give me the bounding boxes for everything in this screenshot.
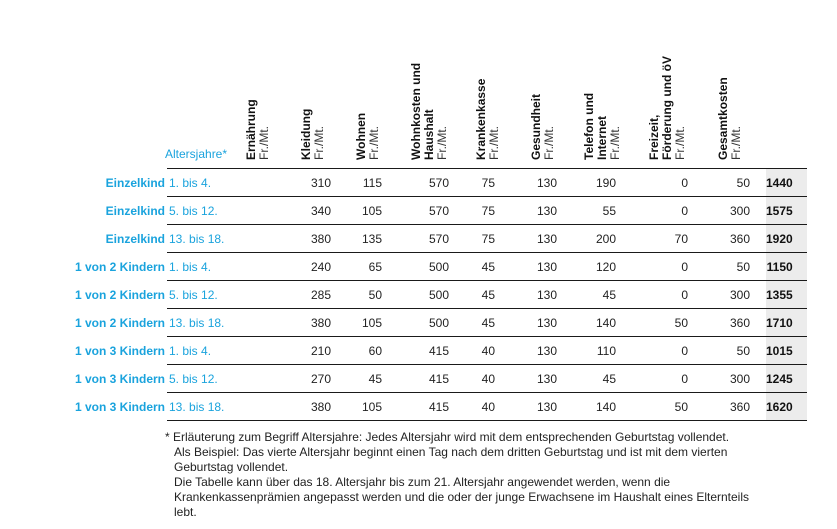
cost-cell: 570	[386, 169, 451, 197]
cost-cell: 360	[696, 225, 766, 253]
cost-cell: 130	[509, 309, 561, 337]
cost-cell: 120	[561, 253, 628, 281]
spacer-cell	[249, 225, 274, 253]
cost-cell: 45	[451, 253, 509, 281]
cost-cell: 135	[331, 225, 386, 253]
cost-cell: 0	[628, 337, 696, 365]
column-title: Kleidung	[299, 108, 313, 160]
age-range: 13. bis 18.	[167, 225, 249, 253]
column-title: Gesamtkosten	[716, 77, 730, 160]
family-type: Einzelkind	[105, 203, 165, 218]
footnote-line-3: Die Tabelle kann über das 18. Altersjahr bis zum 21. Altersjahr angewendet werden, wenn die Krankenkassenprämien angepasst werden und die oder der junge Erwachsene im Haushalt eines Elternteils lebt.	[174, 475, 750, 519]
cost-cell: 105	[331, 393, 386, 421]
cost-cell: 380	[274, 225, 331, 253]
cost-cell: 415	[386, 393, 451, 421]
cost-cell: 190	[561, 169, 628, 197]
cost-cell: 75	[451, 197, 509, 225]
family-type: 1 von 2 Kindern	[74, 315, 165, 330]
total-cell: 1150	[766, 253, 807, 281]
family-type: Einzelkind	[105, 175, 165, 190]
cost-cell: 500	[386, 253, 451, 281]
age-range: 1. bis 4.	[167, 253, 249, 281]
spacer-cell	[249, 365, 274, 393]
age-range: 1. bis 4.	[167, 169, 249, 197]
cost-cell: 500	[386, 309, 451, 337]
footnote	[165, 430, 765, 520]
cost-cell: 130	[509, 169, 561, 197]
table-row	[0, 337, 807, 365]
cost-cell: 380	[274, 309, 331, 337]
cost-cell: 45	[451, 309, 509, 337]
cost-cell: 270	[274, 365, 331, 393]
total-cell: 1620	[766, 393, 807, 421]
age-range: 1. bis 4.	[167, 337, 249, 365]
cost-cell: 415	[386, 337, 451, 365]
total-cell: 1245	[766, 365, 807, 393]
total-cell: 1440	[766, 169, 807, 197]
spacer-cell	[249, 309, 274, 337]
cost-cell: 500	[386, 281, 451, 309]
cost-cell: 340	[274, 197, 331, 225]
cost-cell: 210	[274, 337, 331, 365]
cost-cell: 65	[331, 253, 386, 281]
cost-cell: 285	[274, 281, 331, 309]
cost-cell: 75	[451, 225, 509, 253]
spacer-cell	[249, 169, 274, 197]
cost-cell: 300	[696, 281, 766, 309]
cost-cell: 130	[509, 365, 561, 393]
cost-cell: 380	[274, 393, 331, 421]
table-row	[0, 309, 807, 337]
cost-cell: 360	[696, 393, 766, 421]
cost-cell: 50	[331, 281, 386, 309]
cost-cell: 45	[561, 281, 628, 309]
cost-cell: 40	[451, 337, 509, 365]
spacer-cell	[249, 393, 274, 421]
column-unit: Fr./Mt.	[257, 126, 271, 160]
cost-cell: 0	[628, 197, 696, 225]
table-row	[0, 197, 807, 225]
cost-cell: 115	[331, 169, 386, 197]
cost-cell: 130	[509, 337, 561, 365]
cost-cell: 45	[451, 281, 509, 309]
cost-cell: 60	[331, 337, 386, 365]
table-row	[0, 225, 807, 253]
age-range: 13. bis 18.	[167, 393, 249, 421]
cost-cell: 50	[696, 169, 766, 197]
cost-cell: 45	[331, 365, 386, 393]
cost-cell: 50	[696, 337, 766, 365]
cost-cell: 55	[561, 197, 628, 225]
cost-cell: 300	[696, 365, 766, 393]
footnote-line-2: Als Beispiel: Das vierte Altersjahr beginnt einen Tag nach dem dritten Geburtstag und ist mit dem vierten Geburtstag vollendet.	[174, 445, 728, 474]
cost-cell: 130	[509, 197, 561, 225]
cost-cell: 105	[331, 309, 386, 337]
column-unit: Fr./Mt.	[367, 126, 381, 160]
total-cell: 1015	[766, 337, 807, 365]
total-cell: 1575	[766, 197, 807, 225]
column-title-line2: Haushalt	[422, 109, 436, 160]
column-unit: Fr./Mt.	[312, 126, 326, 160]
footnote-line-1: * Erläuterung zum Begriff Altersjahre: Jedes Altersjahr wird mit dem entsprechenden Geburtstag vollendet.	[165, 430, 730, 444]
age-column-header: Altersjahre*	[165, 147, 228, 161]
table-row	[0, 281, 807, 309]
cost-cell: 140	[561, 393, 628, 421]
column-title: Ernährung	[244, 99, 258, 160]
cost-cell: 110	[561, 337, 628, 365]
cost-table	[0, 168, 807, 421]
table-row	[0, 253, 807, 281]
cost-cell: 50	[696, 253, 766, 281]
age-range: 13. bis 18.	[167, 309, 249, 337]
spacer-cell	[249, 253, 274, 281]
family-type: 1 von 2 Kindern	[74, 287, 165, 302]
column-title: Gesundheit	[529, 93, 543, 160]
cost-cell: 0	[628, 253, 696, 281]
table-row	[0, 393, 807, 421]
cost-cell: 50	[628, 393, 696, 421]
column-title: Telefon und	[582, 92, 596, 160]
table-row	[0, 365, 807, 393]
cost-cell: 570	[386, 225, 451, 253]
cost-cell: 130	[509, 253, 561, 281]
column-unit: Fr./Mt.	[542, 126, 556, 160]
cost-cell: 45	[561, 365, 628, 393]
cost-cell: 130	[509, 393, 561, 421]
age-range: 5. bis 12.	[167, 365, 249, 393]
column-title: Wohnkosten und	[409, 62, 423, 160]
cost-cell: 0	[628, 281, 696, 309]
cost-cell: 415	[386, 365, 451, 393]
cost-cell: 40	[451, 393, 509, 421]
cost-cell: 200	[561, 225, 628, 253]
spacer-cell	[249, 197, 274, 225]
total-cell: 1355	[766, 281, 807, 309]
cost-cell: 40	[451, 365, 509, 393]
cost-cell: 240	[274, 253, 331, 281]
table-row	[0, 169, 807, 197]
cost-cell: 0	[628, 169, 696, 197]
cost-cell: 70	[628, 225, 696, 253]
cost-cell: 300	[696, 197, 766, 225]
column-unit: Fr./Mt.	[435, 126, 449, 160]
cost-cell: 50	[628, 309, 696, 337]
total-cell: 1920	[766, 225, 807, 253]
cost-cell: 130	[509, 281, 561, 309]
column-unit: Fr./Mt.	[608, 126, 622, 160]
column-title: Wohnen	[354, 112, 368, 160]
family-type: 1 von 3 Kindern	[74, 343, 165, 358]
cost-cell: 360	[696, 309, 766, 337]
family-type: 1 von 3 Kindern	[74, 399, 165, 414]
column-title: Krankenkasse	[474, 78, 488, 160]
column-unit: Fr./Mt.	[729, 126, 743, 160]
family-type: Einzelkind	[105, 231, 165, 246]
column-unit: Fr./Mt.	[487, 126, 501, 160]
cost-cell: 140	[561, 309, 628, 337]
total-cell: 1710	[766, 309, 807, 337]
cost-cell: 105	[331, 197, 386, 225]
cost-cell: 310	[274, 169, 331, 197]
cost-cell: 130	[509, 225, 561, 253]
age-range: 5. bis 12.	[167, 281, 249, 309]
family-type: 1 von 2 Kindern	[74, 259, 165, 274]
spacer-cell	[249, 337, 274, 365]
column-title-line2: Internet	[595, 115, 609, 160]
column-unit: Fr./Mt.	[673, 126, 687, 160]
cost-cell: 0	[628, 365, 696, 393]
cost-cell: 570	[386, 197, 451, 225]
spacer-cell	[249, 281, 274, 309]
age-range: 5. bis 12.	[167, 197, 249, 225]
family-type: 1 von 3 Kindern	[74, 371, 165, 386]
cost-cell: 75	[451, 169, 509, 197]
column-title: Freizeit,	[647, 114, 661, 160]
column-title-line2: Förderung und öV	[660, 56, 674, 160]
